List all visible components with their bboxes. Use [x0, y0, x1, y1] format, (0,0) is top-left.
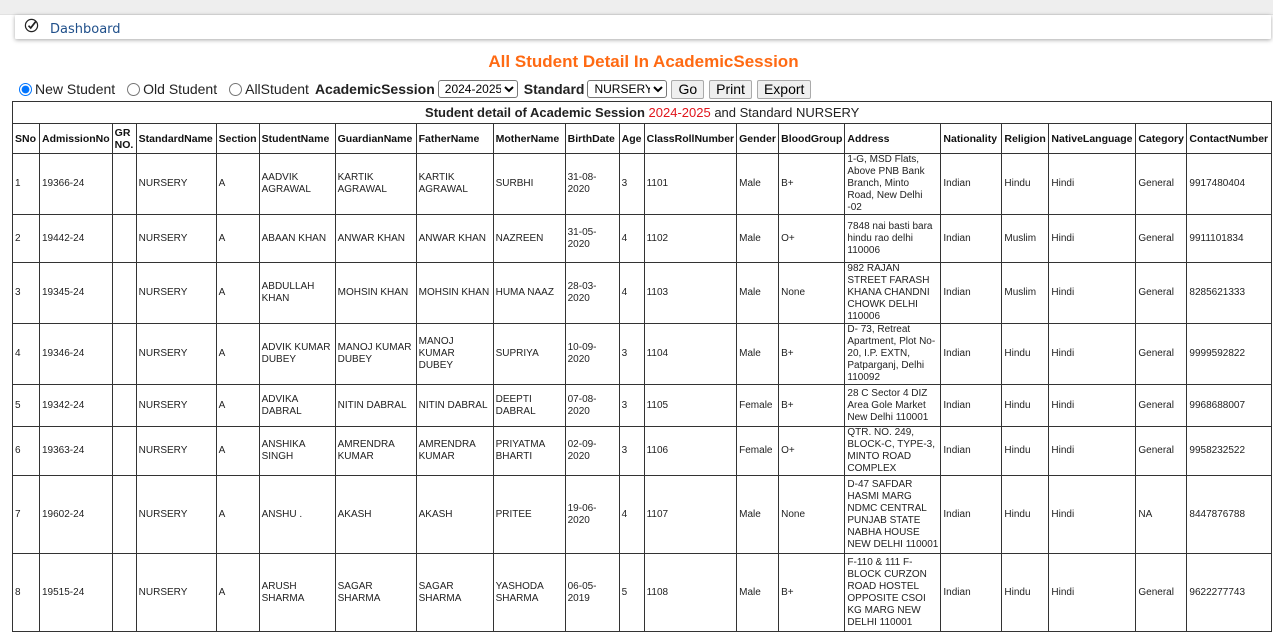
table-cell: 7848 nai basti bara hindu rao delhi 110006 — [845, 215, 941, 263]
table-cell: A — [216, 154, 259, 215]
table-cell: 1102 — [644, 215, 737, 263]
table-cell: 19-06-2020 — [565, 476, 619, 554]
table-cell: HUMA NAAZ — [493, 263, 565, 324]
table-cell: F-110 & 111 F-BLOCK CURZON ROAD HOSTEL OPPOSITE CSOI KG MARG NEW DELHI 110001 — [845, 554, 941, 632]
table-cell: NITIN DABRAL — [416, 385, 493, 427]
table-cell: Female — [737, 385, 779, 427]
table-cell: KARTIK AGRAWAL — [416, 154, 493, 215]
table-caption-row — [13, 102, 1272, 124]
table-cell: A — [216, 263, 259, 324]
table-cell: A — [216, 554, 259, 632]
column-header: Address — [845, 124, 941, 154]
column-header: GuardianName — [335, 124, 416, 154]
table-row — [13, 427, 1272, 476]
table-cell: 10-09-2020 — [565, 324, 619, 385]
table-cell: General — [1136, 215, 1187, 263]
standard-select[interactable] — [587, 80, 667, 98]
table-cell: 3 — [13, 263, 40, 324]
table-cell: General — [1136, 263, 1187, 324]
table-cell: MANOJ KUMAR DUBEY — [416, 324, 493, 385]
table-cell: Indian — [941, 154, 1002, 215]
table-row — [13, 263, 1272, 324]
column-header: SNo — [13, 124, 40, 154]
column-header: Section — [216, 124, 259, 154]
table-cell: 3 — [619, 427, 644, 476]
table-cell: 9917480404 — [1187, 154, 1272, 215]
top-strip — [0, 0, 1273, 15]
table-cell: 1 — [13, 154, 40, 215]
table-cell: 1101 — [644, 154, 737, 215]
new-student-label: New Student — [35, 81, 116, 97]
all-student-radio[interactable] — [229, 83, 242, 96]
column-header: NativeLanguage — [1049, 124, 1136, 154]
table-cell: NA — [1136, 476, 1187, 554]
column-header: StandardName — [136, 124, 216, 154]
table-cell: NURSERY — [136, 263, 216, 324]
table-cell: Hindi — [1049, 154, 1136, 215]
table-cell: Hindu — [1002, 324, 1049, 385]
table-cell: 2 — [13, 215, 40, 263]
table-cell: AADVIK AGRAWAL — [259, 154, 335, 215]
page-title: All Student Detail In AcademicSession — [488, 52, 799, 71]
table-cell: SAGAR SHARMA — [416, 554, 493, 632]
table-cell: 982 RAJAN STREET FARASH KHANA CHANDNI CHOWK DELHI 110006 — [845, 263, 941, 324]
table-cell: 4 — [619, 215, 644, 263]
table-cell: 19602-24 — [40, 476, 113, 554]
table-cell: 1107 — [644, 476, 737, 554]
table-cell: NAZREEN — [493, 215, 565, 263]
column-header: StudentName — [259, 124, 335, 154]
table-cell: 9958232522 — [1187, 427, 1272, 476]
table-cell: Hindu — [1002, 476, 1049, 554]
table-cell: AKASH — [416, 476, 493, 554]
old-student-radio[interactable] — [127, 83, 140, 96]
caption-prefix: Student detail of Academic Session — [425, 104, 645, 120]
table-cell: None — [779, 263, 845, 324]
table-cell: 3 — [619, 154, 644, 215]
table-cell: A — [216, 385, 259, 427]
table-cell: ANSHIKA SINGH — [259, 427, 335, 476]
table-cell: 5 — [13, 385, 40, 427]
table-cell: ADVIKA DABRAL — [259, 385, 335, 427]
table-cell: 1104 — [644, 324, 737, 385]
table-cell: MANOJ KUMAR DUBEY — [335, 324, 416, 385]
table-cell: D-47 SAFDAR HASMI MARG NDMC CENTRAL PUNJAB STATE NABHA HOUSE NEW DELHI 110001 — [845, 476, 941, 554]
table-cell: 9622277743 — [1187, 554, 1272, 632]
table-row — [13, 554, 1272, 632]
checkmark-circle-icon — [24, 18, 39, 33]
table-cell: Indian — [941, 263, 1002, 324]
table-cell: MOHSIN KHAN — [335, 263, 416, 324]
table-cell: NURSERY — [136, 215, 216, 263]
table-cell: ABAAN KHAN — [259, 215, 335, 263]
column-header: ContactNumber — [1187, 124, 1272, 154]
table-cell: 4 — [13, 324, 40, 385]
table-cell: 8447876788 — [1187, 476, 1272, 554]
table-cell: QTR. NO. 249, BLOCK-C, TYPE-3, MINTO ROAD COMPLEX — [845, 427, 941, 476]
table-row — [13, 324, 1272, 385]
table-cell — [112, 154, 136, 215]
table-cell — [112, 263, 136, 324]
table-cell: 1108 — [644, 554, 737, 632]
session-select[interactable] — [438, 80, 518, 98]
export-button[interactable]: Export — [757, 80, 811, 99]
table-cell: NURSERY — [136, 385, 216, 427]
table-cell: 8 — [13, 554, 40, 632]
table-cell: A — [216, 215, 259, 263]
table-cell: 19366-24 — [40, 154, 113, 215]
radio-all-student[interactable] — [229, 81, 309, 97]
table-cell: NURSERY — [136, 154, 216, 215]
table-cell: 7 — [13, 476, 40, 554]
table-cell: DEEPTI DABRAL — [493, 385, 565, 427]
table-cell: General — [1136, 324, 1187, 385]
filter-bar — [19, 79, 816, 99]
table-row — [13, 154, 1272, 215]
table-cell: A — [216, 476, 259, 554]
table-cell — [112, 427, 136, 476]
column-header: Nationality — [941, 124, 1002, 154]
all-student-label: AllStudent — [245, 81, 309, 97]
column-header: Gender — [737, 124, 779, 154]
table-cell: General — [1136, 385, 1187, 427]
table-cell: B+ — [779, 324, 845, 385]
column-header: Religion — [1002, 124, 1049, 154]
table-cell: 3 — [619, 385, 644, 427]
table-cell: None — [779, 476, 845, 554]
table-cell: KARTIK AGRAWAL — [335, 154, 416, 215]
table-cell: NURSERY — [136, 324, 216, 385]
table-caption — [13, 102, 1272, 124]
table-cell: Male — [737, 154, 779, 215]
table-cell: Male — [737, 476, 779, 554]
table-cell: Hindi — [1049, 215, 1136, 263]
student-table-wrap — [12, 101, 1273, 632]
table-cell: 07-08-2020 — [565, 385, 619, 427]
table-cell: MOHSIN KHAN — [416, 263, 493, 324]
table-cell — [112, 385, 136, 427]
new-student-radio[interactable] — [19, 83, 32, 96]
column-header: FatherName — [416, 124, 493, 154]
radio-new-student[interactable] — [19, 81, 115, 97]
radio-old-student[interactable] — [127, 81, 217, 97]
table-cell — [112, 324, 136, 385]
table-cell: 1-G, MSD Flats, Above PNB Bank Branch, Minto Road, New Delhi -02 — [845, 154, 941, 215]
student-table — [12, 101, 1272, 632]
table-cell: Indian — [941, 324, 1002, 385]
table-cell: 19346-24 — [40, 324, 113, 385]
table-cell: Hindu — [1002, 385, 1049, 427]
table-cell: B+ — [779, 554, 845, 632]
table-cell: ANSHU . — [259, 476, 335, 554]
table-cell: Female — [737, 427, 779, 476]
table-cell: Hindi — [1049, 263, 1136, 324]
table-cell: 6 — [13, 427, 40, 476]
table-cell: 06-05-2019 — [565, 554, 619, 632]
table-cell — [112, 476, 136, 554]
column-header: BirthDate — [565, 124, 619, 154]
dashboard-link[interactable]: Dashboard — [50, 22, 121, 37]
table-cell: 19363-24 — [40, 427, 113, 476]
table-cell: Hindi — [1049, 324, 1136, 385]
old-student-label: Old Student — [143, 81, 218, 97]
table-cell: 1106 — [644, 427, 737, 476]
column-header: ClassRollNumber — [644, 124, 737, 154]
go-button[interactable]: Go — [671, 80, 704, 99]
table-cell: ABDULLAH KHAN — [259, 263, 335, 324]
table-cell: A — [216, 427, 259, 476]
table-cell: 1103 — [644, 263, 737, 324]
table-cell: General — [1136, 154, 1187, 215]
standard-label: Standard — [523, 81, 585, 97]
table-cell — [112, 554, 136, 632]
column-header: Category — [1136, 124, 1187, 154]
table-cell: Hindi — [1049, 554, 1136, 632]
table-cell: General — [1136, 554, 1187, 632]
caption-session: 2024-2025 — [648, 104, 711, 120]
table-cell: B+ — [779, 385, 845, 427]
table-cell: NURSERY — [136, 427, 216, 476]
table-cell: YASHODA SHARMA — [493, 554, 565, 632]
table-cell: ANWAR KHAN — [416, 215, 493, 263]
table-cell: AMRENDRA KUMAR — [416, 427, 493, 476]
table-cell: Indian — [941, 385, 1002, 427]
table-cell: 19345-24 — [40, 263, 113, 324]
table-cell: PRITEE — [493, 476, 565, 554]
table-row — [13, 215, 1272, 263]
table-cell: 02-09-2020 — [565, 427, 619, 476]
table-cell: 28-03-2020 — [565, 263, 619, 324]
table-row — [13, 476, 1272, 554]
table-cell: ARUSH SHARMA — [259, 554, 335, 632]
table-cell: 3 — [619, 324, 644, 385]
table-cell: 28 C Sector 4 DIZ Area Gole Market New Delhi 110001 — [845, 385, 941, 427]
table-cell: PRIYATMA BHARTI — [493, 427, 565, 476]
table-cell: B+ — [779, 154, 845, 215]
table-cell: SURBHI — [493, 154, 565, 215]
session-label: AcademicSession — [314, 81, 435, 97]
caption-suffix: and Standard NURSERY — [714, 104, 860, 120]
table-cell: Indian — [941, 476, 1002, 554]
table-cell — [112, 215, 136, 263]
table-cell: Hindu — [1002, 554, 1049, 632]
table-cell: AMRENDRA KUMAR — [335, 427, 416, 476]
table-cell: D- 73, Retreat Apartment, Plot No-20, I.P. EXTN, Patparganj, Delhi 110092 — [845, 324, 941, 385]
table-cell: Hindi — [1049, 476, 1136, 554]
column-header: Age — [619, 124, 644, 154]
table-cell: 8285621333 — [1187, 263, 1272, 324]
table-cell: Indian — [941, 554, 1002, 632]
column-header: AdmissionNo — [40, 124, 113, 154]
column-header: MotherName — [493, 124, 565, 154]
table-cell: ADVIK KUMAR DUBEY — [259, 324, 335, 385]
table-cell: SAGAR SHARMA — [335, 554, 416, 632]
table-cell: SUPRIYA — [493, 324, 565, 385]
print-button[interactable]: Print — [709, 80, 752, 99]
table-cell: Hindu — [1002, 427, 1049, 476]
table-cell: NURSERY — [136, 476, 216, 554]
table-cell: 1105 — [644, 385, 737, 427]
table-cell: 5 — [619, 554, 644, 632]
table-cell: 31-05-2020 — [565, 215, 619, 263]
table-cell: 4 — [619, 476, 644, 554]
table-cell: 9968688007 — [1187, 385, 1272, 427]
table-cell: AKASH — [335, 476, 416, 554]
table-cell: General — [1136, 427, 1187, 476]
table-cell: ANWAR KHAN — [335, 215, 416, 263]
table-cell: Male — [737, 263, 779, 324]
table-row — [13, 385, 1272, 427]
table-cell: 19515-24 — [40, 554, 113, 632]
table-cell: Male — [737, 215, 779, 263]
table-cell: Indian — [941, 215, 1002, 263]
table-cell: O+ — [779, 427, 845, 476]
table-cell: 19442-24 — [40, 215, 113, 263]
table-cell: Hindi — [1049, 427, 1136, 476]
table-cell: 9911101834 — [1187, 215, 1272, 263]
table-cell: Indian — [941, 427, 1002, 476]
table-cell: Hindi — [1049, 385, 1136, 427]
table-cell: NITIN DABRAL — [335, 385, 416, 427]
column-header: GR NO. — [112, 124, 136, 154]
table-cell: Male — [737, 554, 779, 632]
column-header: BloodGroup — [779, 124, 845, 154]
table-header-row — [13, 124, 1272, 154]
table-cell: 4 — [619, 263, 644, 324]
table-cell: 31-08-2020 — [565, 154, 619, 215]
table-cell: Muslim — [1002, 215, 1049, 263]
dashboard-bar — [15, 15, 1271, 39]
table-cell: A — [216, 324, 259, 385]
table-cell: Male — [737, 324, 779, 385]
table-cell: NURSERY — [136, 554, 216, 632]
table-cell: Muslim — [1002, 263, 1049, 324]
table-cell: O+ — [779, 215, 845, 263]
table-cell: Hindu — [1002, 154, 1049, 215]
table-cell: 9999592822 — [1187, 324, 1272, 385]
table-cell: 19342-24 — [40, 385, 113, 427]
